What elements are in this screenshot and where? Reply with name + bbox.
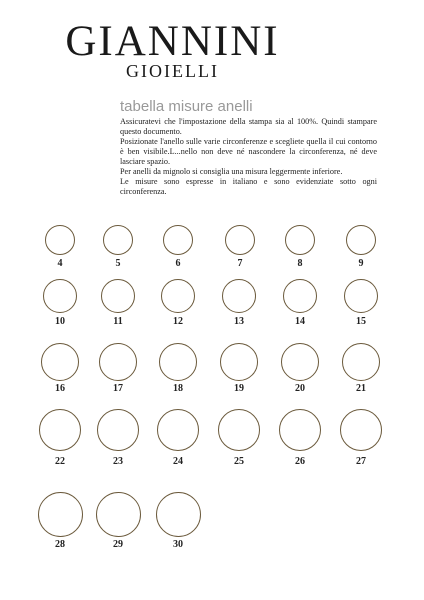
ring-circle (99, 343, 137, 381)
ring-circle (43, 279, 77, 313)
ring-circle (157, 409, 199, 451)
ring-size-label: 13 (234, 316, 244, 327)
instruction-line: Per anelli da mignolo si consiglia una misura leggermente inferiore. (120, 167, 343, 176)
ring-size-label: 16 (55, 383, 65, 394)
ring-circle (97, 409, 139, 451)
page-title: tabella misure anelli (120, 98, 253, 115)
ring-circle (342, 343, 380, 381)
ring-circle (159, 343, 197, 381)
ring-size-label: 28 (55, 539, 65, 550)
ring-size-label: 25 (234, 456, 244, 467)
ring-circle (41, 343, 79, 381)
ring-size-label: 8 (297, 258, 303, 269)
ring-size-label: 15 (356, 316, 366, 327)
ring-circle (38, 492, 83, 537)
ring-circle (45, 225, 75, 255)
instructions (120, 117, 377, 197)
ring-circle (163, 225, 193, 255)
ring-circle (218, 409, 260, 451)
ring-size-label: 19 (234, 383, 244, 394)
ring-circle (220, 343, 258, 381)
ring-circle (340, 409, 382, 451)
ring-size-label: 9 (358, 258, 364, 269)
ring-size-label: 14 (295, 316, 305, 327)
ring-size-label: 11 (113, 316, 123, 327)
ring-circle (279, 409, 321, 451)
brand-subtitle: GIOIELLI (126, 61, 219, 81)
ring-size-label: 5 (115, 258, 121, 269)
ring-size-label: 20 (295, 383, 305, 394)
ring-size-label: 6 (175, 258, 181, 269)
ring-size-label: 27 (356, 456, 366, 467)
ring-size-label: 26 (295, 456, 305, 467)
ring-circle (225, 225, 255, 255)
ring-circle (346, 225, 376, 255)
ring-size-label: 4 (57, 258, 63, 269)
ring-circle (283, 279, 317, 313)
ring-circle (161, 279, 195, 313)
ring-size-label: 29 (113, 539, 123, 550)
ring-circle (103, 225, 133, 255)
instruction-line: Le misure sono espresse in italiano e sono evidenziate sotto ogni circonferenza. (120, 177, 377, 196)
ring-circle (222, 279, 256, 313)
ring-size-label: 30 (173, 539, 183, 550)
brand-name: GIANNINI (65, 18, 280, 65)
ring-size-label: 22 (55, 456, 65, 467)
instruction-line: Posizionate l'anello sulle varie circonferenze e scegliete quella il cui contorno è ben visibile.L...nello non deve né nascondere la circonferenza, né deve lasciare spazio. (120, 137, 377, 166)
instruction-line: Assicuratevi che l'impostazione della stampa sia al 100%. Quindi stampare questo documento. (120, 117, 377, 136)
ring-circle (39, 409, 81, 451)
ring-size-label: 17 (113, 383, 123, 394)
ring-circle (281, 343, 319, 381)
ring-size-label: 18 (173, 383, 183, 394)
ring-size-label: 7 (237, 258, 243, 269)
ring-size-label: 23 (113, 456, 123, 467)
ring-size-label: 24 (173, 456, 183, 467)
ring-size-label: 12 (173, 316, 183, 327)
ring-circle (96, 492, 141, 537)
ring-size-label: 21 (356, 383, 366, 394)
ring-circle (101, 279, 135, 313)
ring-size-label: 10 (55, 316, 65, 327)
ring-circle (344, 279, 378, 313)
ring-circle (285, 225, 315, 255)
ring-circle (156, 492, 201, 537)
